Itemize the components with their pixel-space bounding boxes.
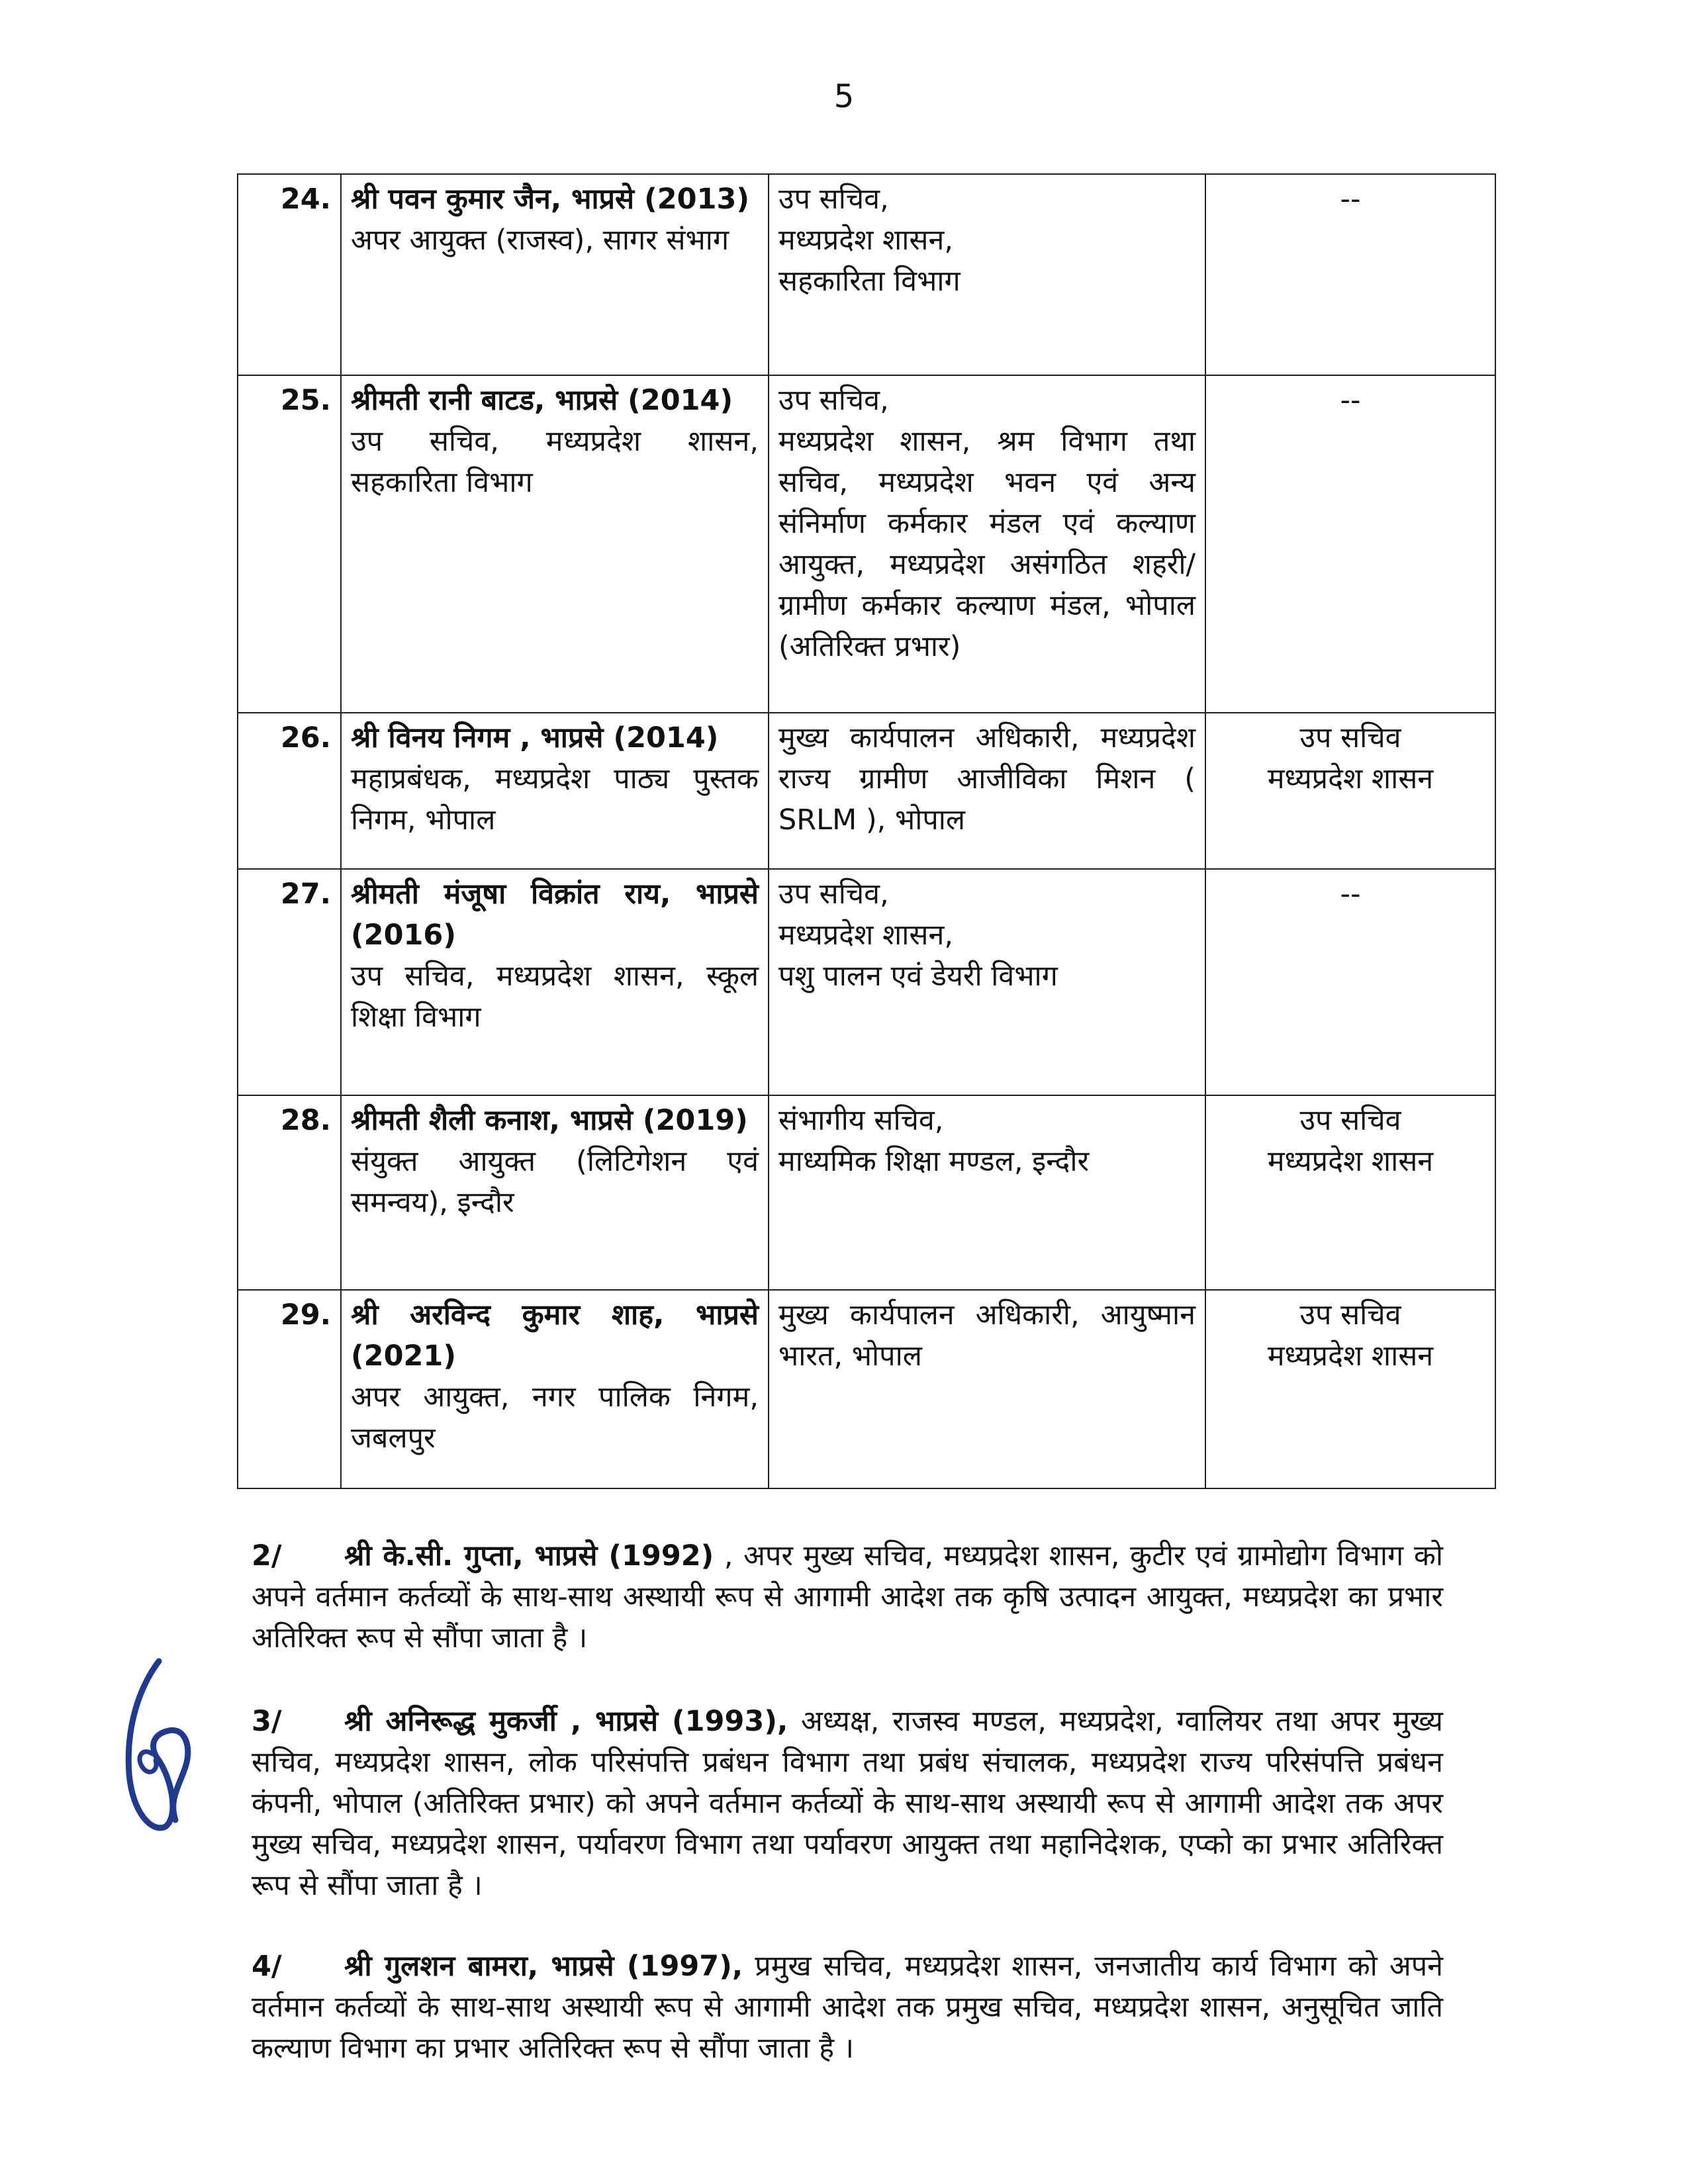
equivalent-cell	[1205, 375, 1495, 713]
equivalent-cell	[1205, 1290, 1495, 1488]
row-number: 29.	[238, 1290, 341, 1488]
order-paragraph	[252, 1701, 1443, 1906]
posting-line: मध्यप्रदेश शासन,	[778, 919, 954, 952]
posting-line: मुख्य कार्यपालन अधिकारी, मध्यप्रदेश राज्य ग्रामीण आजीविका मिशन ( SRLM ), भोपाल	[778, 721, 1196, 837]
officer-name: श्रीमती मंजूषा विक्रांत राय, भाप्रसे (2016)	[351, 878, 759, 952]
equivalent-cell	[1205, 1095, 1495, 1290]
officer-current-post: अपर आयुक्त (राजस्व), सागर संभाग	[351, 224, 729, 257]
equivalent-line: उप सचिव	[1299, 1298, 1401, 1332]
new-posting-cell	[769, 713, 1205, 869]
officer-cell	[341, 174, 769, 375]
officer-cell	[341, 869, 769, 1095]
equivalent-line: मध्यप्रदेश शासन	[1267, 762, 1434, 796]
equivalent-cell	[1205, 713, 1495, 869]
equivalent-cell	[1205, 869, 1495, 1095]
officer-current-post: महाप्रबंधक, मध्यप्रदेश पाठ्य पुस्तक निगम, भोपाल	[351, 762, 759, 837]
officer-name: श्री अरविन्द कुमार शाह, भाप्रसे (2021)	[351, 1298, 759, 1373]
posting-line: उप सचिव,	[778, 878, 889, 911]
table-row	[238, 1290, 1495, 1488]
officer-current-post: उप सचिव, मध्यप्रदेश शासन, स्कूल शिक्षा विभाग	[351, 960, 759, 1034]
equivalent-line: --	[1340, 183, 1361, 216]
officer-name: श्रीमती शैली कनाश, भाप्रसे (2019)	[351, 1104, 748, 1137]
posting-line: माध्यमिक शिक्षा मण्डल, इन्दौर	[778, 1145, 1090, 1178]
officer-name: श्री के.सी. गुप्ता, भाप्रसे (1992)	[344, 1539, 714, 1572]
page-number: 5	[833, 78, 855, 115]
paragraph-number: 2/	[252, 1539, 282, 1572]
paragraph-text: प्रमुख सचिव, मध्यप्रदेश शासन, जनजातीय कार्य विभाग को अपने वर्तमान कर्तव्यों के साथ-साथ अस्थायी रूप से आगामी आदेश तक प्रमुख सचिव, मध्यप्रदेश शासन, अनुसूचित जाति कल्याण विभाग का प्रभार अतिरिक्त रूप से सौंपा जाता है ।	[252, 1950, 1443, 2065]
officer-name: श्रीमती रानी बाटड, भाप्रसे (2014)	[351, 384, 733, 417]
equivalent-line: उप सचिव	[1299, 1104, 1401, 1137]
officer-name: श्री विनय निगम , भाप्रसे (2014)	[351, 721, 719, 754]
row-number: 27.	[238, 869, 341, 1095]
posting-line: मुख्य कार्यपालन अधिकारी, आयुष्मान भारत, भोपाल	[778, 1298, 1196, 1373]
officer-cell	[341, 713, 769, 869]
equivalent-line: मध्यप्रदेश शासन	[1267, 1340, 1434, 1373]
equivalent-line: मध्यप्रदेश शासन	[1267, 1145, 1434, 1178]
officer-name: श्री अनिरूद्ध मुकर्जी , भाप्रसे (1993),	[344, 1705, 788, 1738]
posting-line: उप सचिव,	[778, 183, 889, 216]
paragraph-text: , अपर मुख्य सचिव, मध्यप्रदेश शासन, कुटीर एवं ग्रामोद्योग विभाग को अपने वर्तमान कर्तव्यों के साथ-साथ अस्थायी रूप से आगामी आदेश तक कृषि उत्पादन आयुक्त, मध्यप्रदेश का प्रभार अतिरिक्त रूप से सौंपा जाता है ।	[252, 1539, 1443, 1655]
equivalent-line: --	[1340, 878, 1361, 911]
table-row	[238, 1095, 1495, 1290]
signature-mark	[113, 1648, 212, 1846]
officer-cell	[341, 1290, 769, 1488]
officer-current-post: उप सचिव, मध्यप्रदेश शासन, सहकारिता विभाग	[351, 425, 759, 499]
equivalent-cell	[1205, 174, 1495, 375]
officer-current-post: संयुक्त आयुक्त (लिटिगेशन एवं समन्वय), इन्दौर	[351, 1145, 759, 1219]
posting-line: मध्यप्रदेश शासन,	[778, 224, 954, 257]
posting-line: उप सचिव,	[778, 384, 889, 417]
table-row	[238, 713, 1495, 869]
paragraph-number: 3/	[252, 1705, 282, 1738]
equivalent-line: --	[1340, 384, 1361, 417]
table-row	[238, 375, 1495, 713]
row-number: 24.	[238, 174, 341, 375]
table-row	[238, 174, 1495, 375]
order-paragraph	[252, 1946, 1443, 2069]
new-posting-cell	[769, 1095, 1205, 1290]
new-posting-cell	[769, 375, 1205, 713]
row-number: 25.	[238, 375, 341, 713]
new-posting-cell	[769, 1290, 1205, 1488]
paragraph-number: 4/	[252, 1950, 282, 1983]
transfer-table	[237, 173, 1496, 1489]
paragraph-text: अध्यक्ष, राजस्व मण्डल, मध्यप्रदेश, ग्वालियर तथा अपर मुख्य सचिव, मध्यप्रदेश शासन, लोक परिसंपत्ति प्रबंधन विभाग तथा प्रबंध संचालक, मध्यप्रदेश राज्य परिसंपत्ति प्रबंधन कंपनी, भोपाल (अतिरिक्त प्रभार) को अपने वर्तमान कर्तव्यों के साथ-साथ अस्थायी रूप से आगामी आदेश तक अपर मुख्य सचिव, मध्यप्रदेश शासन, पर्यावरण विभाग तथा पर्यावरण आयुक्त तथा महानिदेशक, एप्को का प्रभार अतिरिक्त रूप से सौंपा जाता है ।	[252, 1705, 1443, 1902]
posting-line: पशु पालन एवं डेयरी विभाग	[778, 960, 1058, 993]
row-number: 26.	[238, 713, 341, 869]
order-paragraph	[252, 1535, 1443, 1659]
officer-cell	[341, 1095, 769, 1290]
officer-name: श्री गुलशन बामरा, भाप्रसे (1997),	[344, 1950, 743, 1983]
officer-name: श्री पवन कुमार जैन, भाप्रसे (2013)	[351, 183, 750, 216]
row-number: 28.	[238, 1095, 341, 1290]
officer-current-post: अपर आयुक्त, नगर पालिक निगम, जबलपुर	[351, 1381, 759, 1455]
officer-cell	[341, 375, 769, 713]
equivalent-line: उप सचिव	[1299, 721, 1401, 754]
new-posting-cell	[769, 869, 1205, 1095]
posting-line: संभागीय सचिव,	[778, 1104, 944, 1137]
new-posting-cell	[769, 174, 1205, 375]
posting-line: सहकारिता विभाग	[778, 265, 961, 298]
posting-line: मध्यप्रदेश शासन, श्रम विभाग तथा सचिव, मध्यप्रदेश भवन एवं अन्य संनिर्माण कर्मकार मंडल एवं कल्याण आयुक्त, मध्यप्रदेश असंगठित शहरी/ग्रामीण कर्मकार कल्याण मंडल, भोपाल (अतिरिक्त प्रभार)	[778, 425, 1196, 663]
table-row	[238, 869, 1495, 1095]
